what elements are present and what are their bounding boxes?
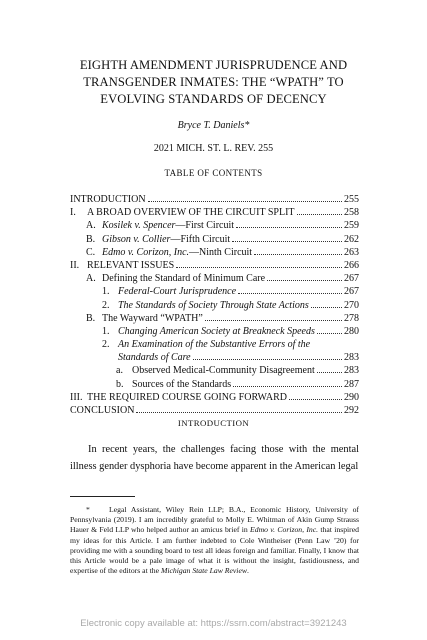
body-paragraph: In recent years, the challenges facing those with the mental illness gender dysphoria have become apparent in the American legal [70,444,359,472]
toc-entry-number: a. [116,365,123,377]
court-name: —First Circuit [175,220,235,232]
toc-entry-text: The Wayward “WPATH” [102,312,203,324]
toc-entry-2a [70,272,359,285]
section-heading: INTRODUCTION [177,418,250,428]
toc-entry-text: Standards of Care [118,352,191,364]
toc-entry-2b1 [70,325,359,338]
toc-entry-part-1 [70,206,359,219]
dot-leader [233,378,342,387]
toc-page-number: 266 [344,259,359,271]
toc-entry-text: Sources of the Standards [132,378,232,390]
toc-entry-text: THE REQUIRED COURSE GOING FORWARD [87,391,288,403]
toc-heading: TABLE OF CONTENTS [164,168,263,178]
toc-entry-number: A. [86,220,96,232]
footnote-case-name: Edmo v. Corizon, Inc. [250,525,319,535]
table-of-contents [70,193,359,417]
toc-entry-2b2b [70,378,359,391]
toc-entry-text: An Examination of the Substantive Errors of the [118,339,311,351]
dot-leader [236,219,342,228]
toc-page-number: 290 [344,391,359,403]
toc-entry-text: The Standards of Society Through State Actions [118,299,309,311]
dot-leader [317,325,342,334]
dot-leader [238,285,342,294]
dot-leader [205,312,342,321]
toc-entry-number: C. [86,246,96,258]
toc-entry-1c [70,246,359,259]
toc-entry-number: I. [70,207,76,219]
toc-entry-number: II. [70,259,80,271]
toc-page-number: 263 [344,246,359,258]
dot-leader [289,391,342,400]
toc-entry-number: 2. [102,299,110,311]
toc-entry-2b [70,312,359,325]
toc-page-number: 258 [344,207,359,219]
court-name: —Ninth Circuit [189,246,253,258]
dot-leader [148,193,342,202]
title-line-1: EIGHTH AMENDMENT JURISPRUDENCE AND [79,58,348,72]
dot-leader [311,299,342,308]
footnote-journal-name: Michigan State Law Review [160,566,247,576]
toc-entry-text: CONCLUSION [70,405,135,416]
toc-entry-number: B. [86,312,96,324]
dot-leader [317,364,342,373]
dot-leader [136,404,342,413]
dot-leader [254,246,342,255]
toc-entry-part-3 [70,391,359,404]
toc-entry-2b2-continued [70,351,359,364]
case-name: Edmo v. Corizon, Inc. [102,246,190,258]
toc-entry-text [102,246,252,259]
footnote-text: Legal Assistant, Wiley Rein LLP; B.A., Economic History, University of Pennsylvania (2019). I am incredibly grateful to Molly E. Whitman of Akin Gump Strauss Hauer & Feld LLP who helped author an amicus brief in [70,505,359,535]
toc-entry-text [102,219,234,232]
toc-entry-2b2a [70,364,359,377]
toc-entry-text: Federal-Court Jurisprudence [118,286,237,298]
toc-entry-number: 2. [102,339,110,351]
dot-leader [297,206,342,215]
case-name: Kosilek v. Spencer [102,220,176,232]
toc-entry-number: b. [116,378,124,390]
toc-entry-2b2 [70,338,359,351]
toc-entry-number: 1. [102,286,110,298]
title-line-2: TRANSGENDER INMATES: THE “WPATH” TO [83,75,344,89]
dot-leader [176,259,342,268]
toc-page-number: 283 [344,352,359,364]
article-title [60,57,367,108]
toc-entry-conclusion [70,404,359,417]
author-name: Bryce T. Daniels* [177,120,250,131]
toc-entry-text: Changing American Society at Breakneck Speeds [118,325,315,337]
footnote-text: that inspired my ideas for this Article. I am further indebted to Cole Wintheiser (Penn Law ’20) for providing me with a sounding board to test all ideas foreign and familiar. Finally, I know that this Article would be a pale image of what it is without the insight, fastidiousness, and expertise of the editors at the [70,525,359,576]
toc-entry-1b [70,233,359,246]
toc-entry-1a [70,219,359,232]
toc-entry-number: 1. [102,325,110,337]
toc-entry-introduction [70,193,359,206]
footnote-text: . [246,566,249,576]
toc-entry-text: RELEVANT ISSUES [87,259,175,271]
citation: 2021 MICH. ST. L. REV. 255 [153,143,274,154]
title-line-3: EVOLVING STANDARDS OF DECENCY [100,92,327,106]
toc-entry-text [102,233,230,246]
toc-page-number: 255 [344,194,359,205]
toc-entry-part-2 [70,259,359,272]
toc-entry-number: A. [86,273,96,285]
toc-entry-number: B. [86,233,96,245]
toc-entry-2a1 [70,285,359,298]
court-name: —Fifth Circuit [170,233,231,245]
footnote-divider [70,496,135,497]
toc-entry-text: INTRODUCTION [70,194,146,205]
toc-page-number: 270 [344,299,359,311]
toc-page-number: 267 [344,286,359,298]
dot-leader [193,351,342,360]
ssrn-watermark: Electronic copy available at: https://ssrn.com/abstract=3921243 [80,618,347,629]
body-text [70,441,359,475]
toc-page-number: 292 [344,405,359,416]
toc-entry-text: Defining the Standard of Minimum Care [102,273,266,285]
toc-entry-text: A BROAD OVERVIEW OF THE CIRCUIT SPLIT [87,207,295,219]
dot-leader [267,272,342,281]
toc-entry-text: Observed Medical-Community Disagreement [132,365,315,377]
toc-page-number: 283 [344,365,359,377]
toc-page-number: 280 [344,325,359,337]
toc-page-number: 259 [344,220,359,232]
toc-page-number: 287 [344,378,359,390]
toc-page-number: 278 [344,312,359,324]
footnote-marker: * [86,505,90,514]
footnote [70,505,359,576]
toc-page-number: 262 [344,233,359,245]
toc-page-number: 267 [344,273,359,285]
toc-entry-number: III. [70,391,83,403]
case-name: Gibson v. Collier [102,233,171,245]
footnote-paragraph [70,505,359,576]
toc-entry-2a2 [70,299,359,312]
dot-leader [232,233,342,242]
